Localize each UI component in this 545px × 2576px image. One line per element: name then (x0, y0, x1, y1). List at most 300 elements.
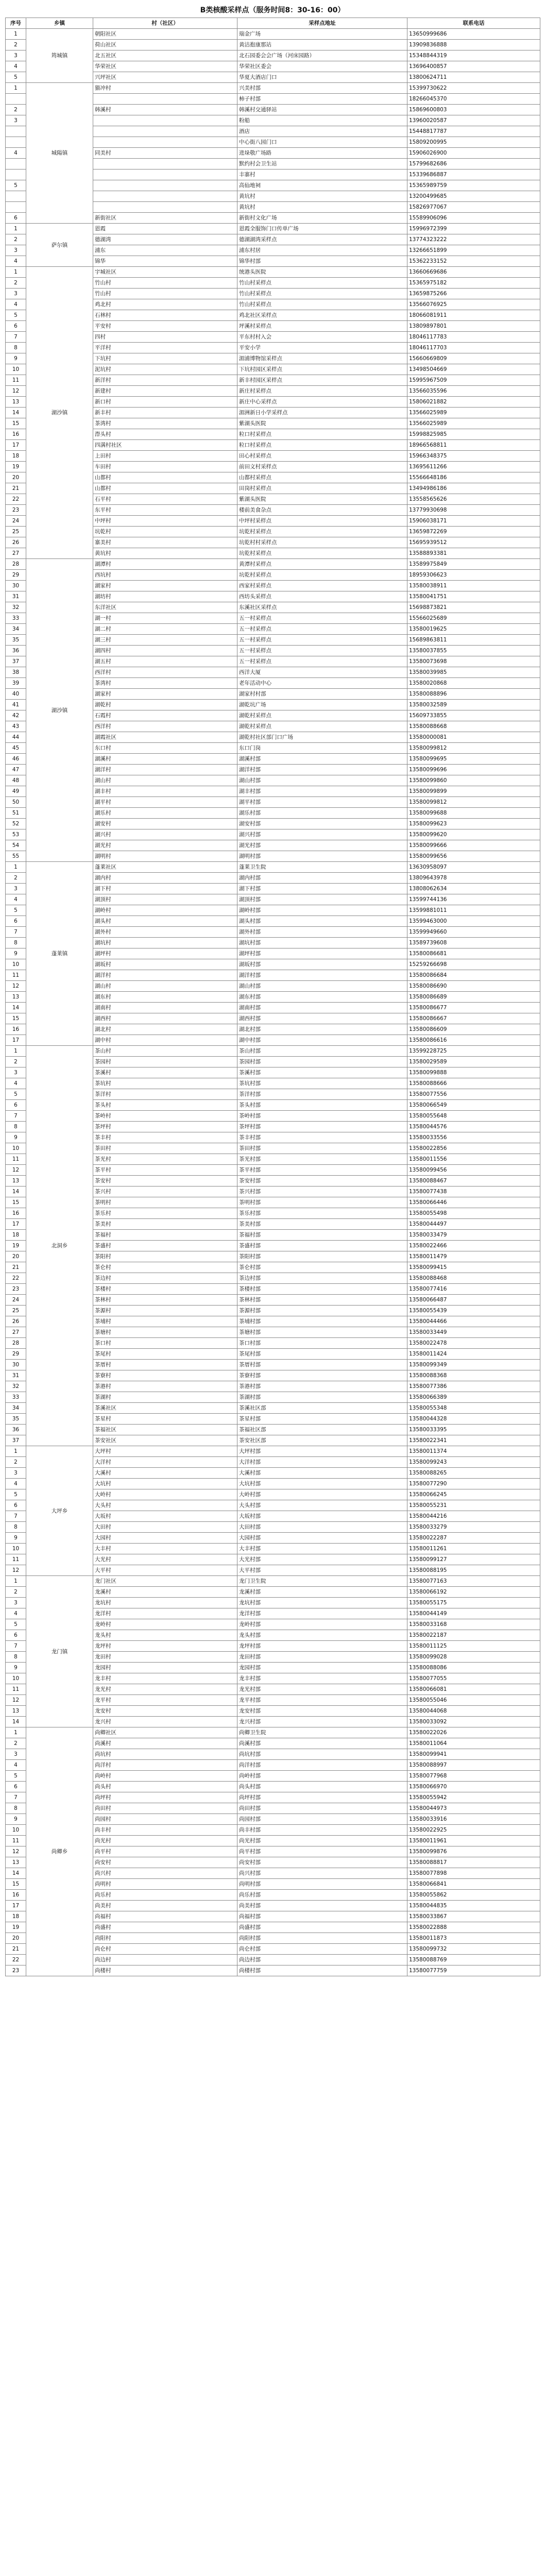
row-index: 37 (6, 1435, 26, 1446)
row-index: 7 (6, 1641, 26, 1652)
phone-cell: 18959306623 (407, 570, 540, 581)
phone-cell: 15806021882 (407, 397, 540, 408)
village-cell: 龙洋村 (93, 1608, 237, 1619)
row-index: 1 (6, 1046, 26, 1057)
table-row (6, 1576, 540, 1587)
table-row (6, 559, 540, 570)
village-cell: 山都村 (93, 472, 237, 483)
row-index: 9 (6, 948, 26, 959)
village-cell: 茶源村 (93, 1306, 237, 1316)
row-index: 5 (6, 1771, 26, 1782)
site-address-cell: 茶寮村部 (237, 1370, 407, 1381)
site-address-cell: 尚岭村部 (237, 1771, 407, 1782)
row-index: 2 (6, 234, 26, 245)
phone-cell: 13580011424 (407, 1349, 540, 1360)
village-cell: 上田村 (93, 451, 237, 462)
site-address-cell: 西洋大厦 (237, 667, 407, 678)
site-address-cell: 湖东村部 (237, 992, 407, 1003)
site-address-cell: 平东村村入会 (237, 332, 407, 343)
phone-cell: 13580099888 (407, 1067, 540, 1078)
row-index: 3 (6, 115, 26, 126)
phone-cell: 15566648186 (407, 472, 540, 483)
row-index: 14 (6, 408, 26, 418)
row-index: 6 (6, 1630, 26, 1641)
row-index: 5 (6, 1489, 26, 1500)
village-cell: 龙平村 (93, 1695, 237, 1706)
village-cell: 尚明村 (93, 1879, 237, 1890)
site-address-cell: 坑乾村采样点 (237, 570, 407, 581)
village-cell: 尚坑村 (93, 1749, 237, 1760)
row-index: 19 (6, 1922, 26, 1933)
sheet-title: B类核酸采样点（服务时间8：30-16：00） (200, 6, 345, 14)
village-cell (93, 170, 237, 180)
village-cell: 西洋村 (93, 667, 237, 678)
row-index: 4 (6, 1760, 26, 1771)
row-index: 8 (6, 1803, 26, 1814)
phone-cell: 13580039985 (407, 667, 540, 678)
row-index: 7 (6, 332, 26, 343)
phone-cell: 15906038171 (407, 516, 540, 527)
row-index: 10 (6, 1143, 26, 1154)
row-index: 41 (6, 700, 26, 710)
phone-cell: 13660669686 (407, 267, 540, 278)
phone-cell: 13809643978 (407, 873, 540, 884)
phone-cell: 13580086690 (407, 981, 540, 992)
row-index: 48 (6, 775, 26, 786)
phone-cell: 18266045370 (407, 94, 540, 105)
phone-cell: 13580077556 (407, 1089, 540, 1100)
row-index: 35 (6, 1414, 26, 1425)
village-cell: 尚阳村 (93, 1933, 237, 1944)
site-address-cell: 紫湖头医院 (237, 494, 407, 505)
village-cell: 湖二村 (93, 624, 237, 635)
row-index: 3 (6, 1067, 26, 1078)
phone-cell: 13580086609 (407, 1024, 540, 1035)
village-cell: 蓬莱社区 (93, 862, 237, 873)
village-cell: 湖霞社区 (93, 732, 237, 743)
phone-cell: 15399730622 (407, 83, 540, 94)
row-index: 23 (6, 505, 26, 516)
village-cell: 新洋村 (93, 375, 237, 386)
village-cell: 茶湾村 (93, 678, 237, 689)
row-index: 11 (6, 1554, 26, 1565)
site-address-cell: 粒口村采样点 (237, 429, 407, 440)
site-address-cell: 龙光村部 (237, 1684, 407, 1695)
site-address-cell: 竹山村采样点 (237, 278, 407, 289)
village-cell: 尚兴村 (93, 1868, 237, 1879)
header-row (6, 18, 540, 29)
village-cell: 石林村 (93, 310, 237, 321)
row-index: 6 (6, 1500, 26, 1511)
village-cell: 茶岭村 (93, 1111, 237, 1122)
phone-cell: 13566035596 (407, 386, 540, 397)
village-cell: 茶厝村 (93, 1360, 237, 1370)
site-address-cell: 湖兴村部 (237, 829, 407, 840)
site-address-cell: 茶田村部 (237, 1143, 407, 1154)
phone-cell: 13580022856 (407, 1143, 540, 1154)
phone-cell: 13580033556 (407, 1132, 540, 1143)
row-index: 1 (6, 224, 26, 234)
village-cell: 龙安村 (93, 1706, 237, 1717)
site-address-cell: 高仙地祠 (237, 180, 407, 191)
phone-cell: 13580077438 (407, 1187, 540, 1197)
header-index: 序号 (6, 18, 26, 29)
site-address-cell: 龙田村部 (237, 1652, 407, 1663)
site-address-cell: 茶塘村部 (237, 1327, 407, 1338)
village-cell: 浦东 (93, 245, 237, 256)
phone-cell: 13580099656 (407, 851, 540, 862)
row-index: 23 (6, 1965, 26, 1976)
phone-cell: 13580033168 (407, 1619, 540, 1630)
village-cell: 竹山村 (93, 289, 237, 299)
row-index: 5 (6, 72, 26, 83)
row-index: 12 (6, 386, 26, 397)
site-address-cell: 鸡北社区采样点 (237, 310, 407, 321)
phone-cell: 13580011556 (407, 1154, 540, 1165)
row-index: 6 (6, 1100, 26, 1111)
site-address-cell: 茶港村部 (237, 1381, 407, 1392)
row-index: 10 (6, 1673, 26, 1684)
phone-cell: 13580086684 (407, 970, 540, 981)
phone-cell: 13580099696 (407, 765, 540, 775)
phone-cell: 13580011479 (407, 1251, 540, 1262)
village-cell: 朝阳社区 (93, 29, 237, 40)
row-index: 22 (6, 494, 26, 505)
row-index: 3 (6, 1749, 26, 1760)
row-index: 9 (6, 1132, 26, 1143)
village-cell: 猫冲村 (93, 83, 237, 94)
row-index: 22 (6, 1273, 26, 1284)
phone-cell: 13580077759 (407, 1965, 540, 1976)
phone-cell: 13580088997 (407, 1760, 540, 1771)
phone-cell: 15998825985 (407, 429, 540, 440)
village-cell: 龙丰村 (93, 1673, 237, 1684)
row-index: 11 (6, 1684, 26, 1695)
site-address-cell: 龙门卫生院 (237, 1576, 407, 1587)
site-address-cell: 茶坪村部 (237, 1122, 407, 1132)
row-index: 8 (6, 343, 26, 353)
site-address-cell: 东溪社区采样点 (237, 602, 407, 613)
row-index: 13 (6, 397, 26, 408)
phone-cell: 13580086667 (407, 1013, 540, 1024)
site-address-cell: 茶尾村部 (237, 1349, 407, 1360)
phone-cell: 15695939512 (407, 537, 540, 548)
village-cell: 湖南村 (93, 1003, 237, 1013)
site-address-cell: 湖坑村部 (237, 938, 407, 948)
row-index: 27 (6, 548, 26, 559)
phone-cell: 13580066970 (407, 1782, 540, 1792)
village-cell: 茶口村 (93, 1338, 237, 1349)
site-address-cell: 大头村部 (237, 1500, 407, 1511)
site-address-cell: 粉船 (237, 115, 407, 126)
phone-cell: 13599463000 (407, 916, 540, 927)
village-cell (93, 115, 237, 126)
village-cell: 茶坪村 (93, 1122, 237, 1132)
village-cell: 湖岭村 (93, 905, 237, 916)
row-index: 12 (6, 1165, 26, 1176)
village-cell: 龙坪村 (93, 1641, 237, 1652)
row-index: 8 (6, 1652, 26, 1663)
village-cell: 尚平村 (93, 1846, 237, 1857)
site-address-cell: 尚园村部 (237, 1814, 407, 1825)
phone-cell: 13580033916 (407, 1814, 540, 1825)
phone-cell: 13580044216 (407, 1511, 540, 1522)
village-cell: 尚田村 (93, 1803, 237, 1814)
site-address-cell: 大洋村部 (237, 1457, 407, 1468)
row-index: 15 (6, 1013, 26, 1024)
village-cell (93, 191, 237, 202)
phone-cell: 13779930698 (407, 505, 540, 516)
phone-cell: 18966568811 (407, 440, 540, 451)
phone-cell: 13580022925 (407, 1825, 540, 1836)
village-cell: 湖乐村 (93, 808, 237, 819)
site-address-cell: 茶仑村部 (237, 1262, 407, 1273)
row-index: 11 (6, 375, 26, 386)
village-cell: 尚光村 (93, 1836, 237, 1846)
row-index: 8 (6, 938, 26, 948)
row-index: 1 (6, 862, 26, 873)
row-index: 15 (6, 418, 26, 429)
village-cell: 茶福村 (93, 1230, 237, 1241)
phone-cell: 13580044576 (407, 1122, 540, 1132)
village-cell: 湖山村 (93, 775, 237, 786)
row-index: 17 (6, 440, 26, 451)
row-index: 15 (6, 1879, 26, 1890)
phone-cell: 13580055648 (407, 1111, 540, 1122)
row-index: 4 (6, 256, 26, 267)
row-index: 31 (6, 591, 26, 602)
row-index: 27 (6, 1327, 26, 1338)
site-address-cell: 新庄村采样点 (237, 386, 407, 397)
village-cell (93, 159, 237, 170)
phone-cell: 13558565626 (407, 494, 540, 505)
site-address-cell: 茶溪村部 (237, 1067, 407, 1078)
village-cell: 茶埔村 (93, 1316, 237, 1327)
site-address-cell: 黄沽抱康那站 (237, 40, 407, 50)
header-phone: 联系电话 (407, 18, 540, 29)
row-index: 13 (6, 1706, 26, 1717)
village-cell: 大头村 (93, 1500, 237, 1511)
row-index: 2 (6, 1587, 26, 1598)
site-address-cell: 龙洋村部 (237, 1608, 407, 1619)
phone-cell: 13580088668 (407, 721, 540, 732)
site-address-cell: 五一村采样点 (237, 624, 407, 635)
phone-cell: 13580022187 (407, 1630, 540, 1641)
phone-cell: 13580099623 (407, 819, 540, 829)
row-index: 39 (6, 678, 26, 689)
row-index: 2 (6, 105, 26, 115)
village-cell: 新建村 (93, 386, 237, 397)
site-address-cell: 新庄中心采样点 (237, 397, 407, 408)
site-address-cell: 尚平村部 (237, 1846, 407, 1857)
phone-cell: 15339686887 (407, 170, 540, 180)
village-cell: 平安村 (93, 321, 237, 332)
row-index: 44 (6, 732, 26, 743)
site-address-cell: 湖外村部 (237, 927, 407, 938)
header-site-address: 采样点地址 (237, 18, 407, 29)
row-index: 12 (6, 981, 26, 992)
site-address-cell: 尚仑村部 (237, 1944, 407, 1955)
village-cell: 新街社区 (93, 213, 237, 224)
village-cell: 龙兴村 (93, 1717, 237, 1727)
phone-cell: 13589975849 (407, 559, 540, 570)
village-cell: 湖顶村 (93, 894, 237, 905)
village-cell: 荷山社区 (93, 40, 237, 50)
phone-cell: 13599949660 (407, 927, 540, 938)
phone-cell: 13580066841 (407, 1879, 540, 1890)
row-index: 15 (6, 1197, 26, 1208)
row-index: 10 (6, 1544, 26, 1554)
site-address-cell: 尚楼村部 (237, 1965, 407, 1976)
village-cell: 茶溪社区 (93, 1403, 237, 1414)
village-cell: 西洋村 (93, 721, 237, 732)
row-index: 30 (6, 581, 26, 591)
phone-cell: 13580066487 (407, 1295, 540, 1306)
site-address-cell: 龙岭村部 (237, 1619, 407, 1630)
village-cell: 尚盛村 (93, 1922, 237, 1933)
phone-cell: 13580011125 (407, 1641, 540, 1652)
header-village: 村（社区） (93, 18, 237, 29)
phone-cell: 13566025989 (407, 408, 540, 418)
village-cell: 大丰村 (93, 1544, 237, 1554)
row-index: 18 (6, 1230, 26, 1241)
village-cell: 四满村社区 (93, 440, 237, 451)
site-address-cell: 茶林村部 (237, 1295, 407, 1306)
row-index: 6 (6, 213, 26, 224)
phone-cell: 13580033479 (407, 1230, 540, 1241)
site-address-cell: 湖洋村部 (237, 970, 407, 981)
site-address-cell: 湖内村部 (237, 873, 407, 884)
row-index: 46 (6, 754, 26, 765)
village-cell: 龙门社区 (93, 1576, 237, 1587)
phone-cell: 13580011064 (407, 1738, 540, 1749)
phone-cell: 13588893381 (407, 548, 540, 559)
village-cell: 湖下村 (93, 884, 237, 894)
site-address-cell: 尚头村部 (237, 1782, 407, 1792)
village-cell: 石平村 (93, 494, 237, 505)
village-cell: 湖北村 (93, 1024, 237, 1035)
row-index: 14 (6, 1868, 26, 1879)
row-index: 8 (6, 1522, 26, 1533)
village-cell: 茶山村 (93, 1046, 237, 1057)
row-index: 24 (6, 516, 26, 527)
phone-cell: 13580086616 (407, 1035, 540, 1046)
village-cell: 湖头村 (93, 916, 237, 927)
site-address-cell: 尚溪村部 (237, 1738, 407, 1749)
phone-cell: 13580077386 (407, 1381, 540, 1392)
phone-cell: 13580055439 (407, 1306, 540, 1316)
row-index (6, 159, 26, 170)
phone-cell: 15799682686 (407, 159, 540, 170)
site-address-cell: 东口门岗 (237, 743, 407, 754)
row-index: 12 (6, 1565, 26, 1576)
row-index: 1 (6, 267, 26, 278)
phone-cell: 15259266698 (407, 959, 540, 970)
site-address-cell: 茶丰村部 (237, 1132, 407, 1143)
site-address-cell: 华荣社区委会 (237, 61, 407, 72)
village-cell: 大平村 (93, 1565, 237, 1576)
phone-cell: 13200499685 (407, 191, 540, 202)
phone-cell: 13580033279 (407, 1522, 540, 1533)
site-address-cell: 茶安社区部 (237, 1435, 407, 1446)
row-index (6, 170, 26, 180)
site-address-cell: 茶坑村部 (237, 1078, 407, 1089)
village-cell: 尚洋村 (93, 1760, 237, 1771)
row-index: 21 (6, 1262, 26, 1273)
site-address-cell: 黄坑村 (237, 202, 407, 213)
site-address-cell: 尚坪村部 (237, 1792, 407, 1803)
village-cell: 湖三村 (93, 635, 237, 646)
site-address-cell: 湄洲新日小学采样点 (237, 408, 407, 418)
row-index: 9 (6, 1814, 26, 1825)
phone-cell: 13809897801 (407, 321, 540, 332)
phone-cell: 13580033867 (407, 1911, 540, 1922)
site-address-cell: 坑乾村采样点 (237, 527, 407, 537)
row-index: 1 (6, 29, 26, 40)
row-index: 20 (6, 1251, 26, 1262)
village-cell: 湖乾村 (93, 700, 237, 710)
phone-cell: 13580099028 (407, 1652, 540, 1663)
phone-cell: 15809200995 (407, 137, 540, 148)
phone-cell: 13580099620 (407, 829, 540, 840)
row-index: 20 (6, 472, 26, 483)
row-index: 9 (6, 1533, 26, 1544)
row-index: 19 (6, 1241, 26, 1251)
row-index: 54 (6, 840, 26, 851)
row-index: 6 (6, 1782, 26, 1792)
village-cell: 湖溪村 (93, 754, 237, 765)
village-cell: 寨美村 (93, 537, 237, 548)
table-row (6, 267, 540, 278)
row-index: 10 (6, 364, 26, 375)
row-index: 2 (6, 278, 26, 289)
row-index: 4 (6, 148, 26, 159)
phone-cell: 13580088195 (407, 1565, 540, 1576)
row-index: 12 (6, 1846, 26, 1857)
village-cell: 茶仑村 (93, 1262, 237, 1273)
site-address-cell: 新街村文化广场 (237, 213, 407, 224)
village-cell: 大岭村 (93, 1489, 237, 1500)
row-index: 2 (6, 40, 26, 50)
row-index: 21 (6, 483, 26, 494)
table-row (6, 224, 540, 234)
site-address-cell: 兴美村部 (237, 83, 407, 94)
site-address-cell: 湖山村部 (237, 981, 407, 992)
row-index: 22 (6, 1955, 26, 1965)
village-cell: 茶溪村 (93, 1067, 237, 1078)
site-address-cell: 大坂村部 (237, 1511, 407, 1522)
village-cell: 湖外村 (93, 927, 237, 938)
phone-cell: 13580066245 (407, 1489, 540, 1500)
phone-cell: 15698873821 (407, 602, 540, 613)
village-cell: 茶湖村 (93, 1392, 237, 1403)
site-address-cell: 五一村采样点 (237, 613, 407, 624)
row-index: 42 (6, 710, 26, 721)
village-cell (93, 202, 237, 213)
site-address-cell: 茶洋村部 (237, 1089, 407, 1100)
township-cell: 北洞乡 (26, 1046, 93, 1446)
phone-cell: 13580088265 (407, 1468, 540, 1479)
site-address-cell: 湖下村部 (237, 884, 407, 894)
site-address-cell: 新丰村园区采样点 (237, 375, 407, 386)
village-cell: 湖家村 (93, 689, 237, 700)
site-address-cell: 竹山村采样点 (237, 289, 407, 299)
phone-cell: 18066081911 (407, 310, 540, 321)
phone-cell: 13580099456 (407, 1165, 540, 1176)
row-index: 34 (6, 1403, 26, 1414)
village-cell: 山都村 (93, 483, 237, 494)
village-cell: 尚福村 (93, 1911, 237, 1922)
